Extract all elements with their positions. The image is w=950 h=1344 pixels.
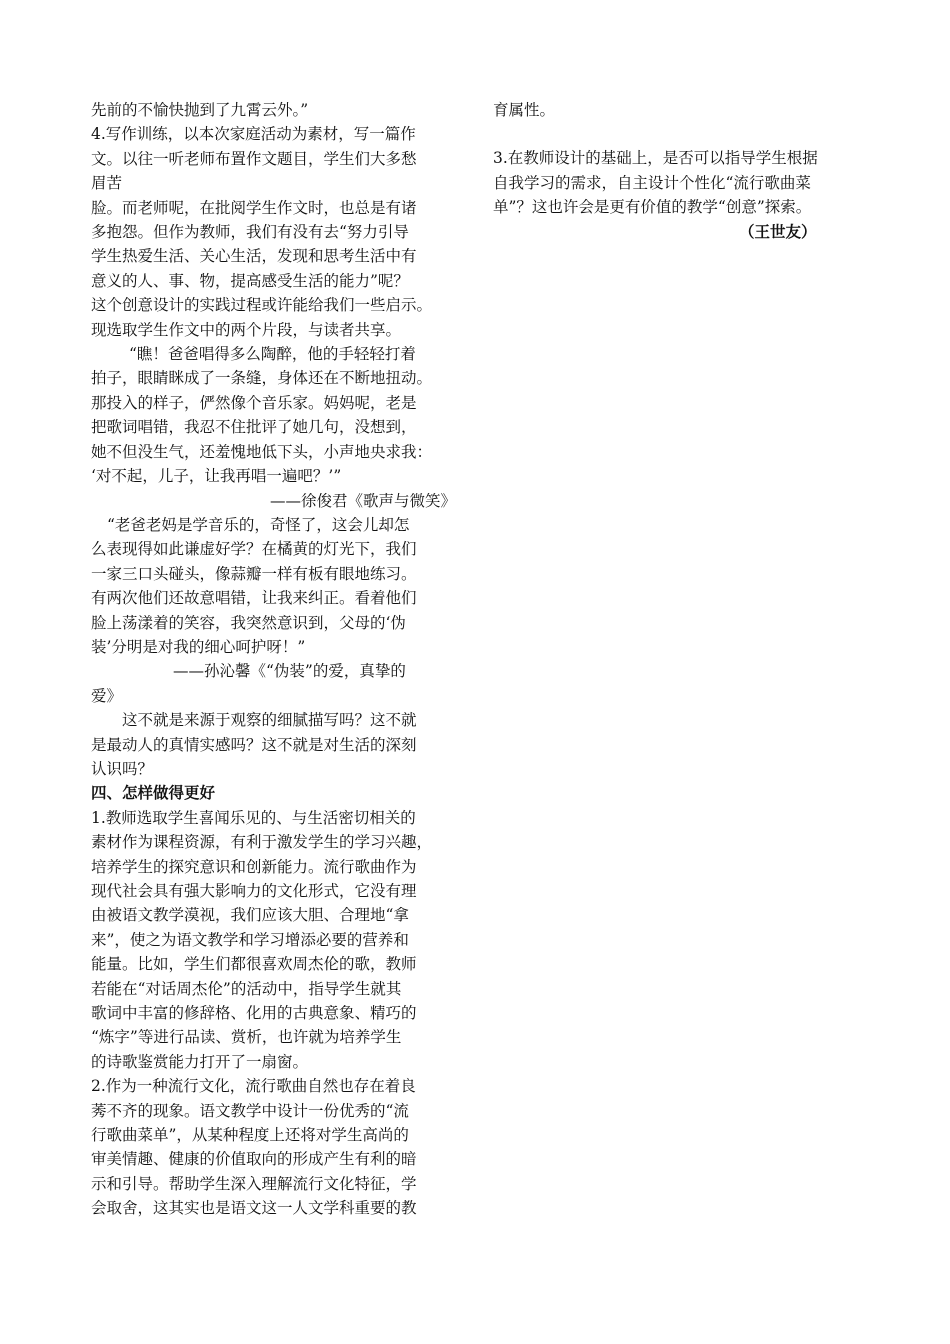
excerpt-line: 把歌词唱错，我忍不住批评了她几句，没想到， bbox=[91, 418, 417, 437]
point-line: “炼字”等进行品读、赏析，也许就为培养学生 bbox=[91, 1028, 402, 1047]
point-line: 会取舍，这其实也是语文这一人文学科重要的教 bbox=[91, 1199, 417, 1218]
paragraph-gap bbox=[493, 122, 858, 146]
point-line: 的诗歌鉴赏能力打开了一扇窗。 bbox=[91, 1052, 309, 1071]
excerpt-line: 拍子，眼睛眯成了一条缝，身体还在不断地扭动。 bbox=[91, 369, 433, 388]
point-line: 审美情趣、健康的价值取向的形成产生有利的暗 bbox=[91, 1150, 417, 1169]
point-line: 能量。比如，学生们都很喜欢周杰伦的歌，教师 bbox=[91, 955, 417, 974]
body-line: 眉苦 bbox=[91, 174, 123, 193]
body-line: 意义的人、事、物，提高感受生活的能力”呢？ bbox=[91, 271, 409, 290]
point-line: 歌词中丰富的修辞格、化用的古典意象、精巧的 bbox=[91, 1004, 417, 1023]
reflection-line: 这不就是来源于观察的细腻描写吗？这不就 bbox=[122, 711, 417, 730]
body-line: 多抱怨。但作为教师，我们有没有去“努力引导 bbox=[91, 223, 409, 242]
reflection-line: 是最动人的真情实感吗？这不就是对生活的深刻 bbox=[91, 735, 417, 754]
point-line: 2.作为一种流行文化，流行歌曲自然也存在着良 bbox=[91, 1077, 416, 1096]
excerpt-line: ‘对不起，儿子，让我再唱一遍吧？’” bbox=[91, 467, 342, 486]
body-line: 4.写作训练，以本次家庭活动为素材，写一篇作 bbox=[91, 125, 416, 144]
point-line: 莠不齐的现象。语文教学中设计一份优秀的“流 bbox=[91, 1101, 409, 1120]
excerpt-line: 那投入的样子，俨然像个音乐家。妈妈呢，老是 bbox=[91, 393, 417, 412]
excerpt-line: 么表现得如此谦虚好学？在橘黄的灯光下，我们 bbox=[91, 540, 417, 559]
body-line: 脸。而老师呢，在批阅学生作文时，也总是有诸 bbox=[91, 198, 417, 217]
excerpt-attribution: 爱》 bbox=[91, 686, 123, 705]
reflection-line: 认识吗？ bbox=[91, 759, 154, 778]
point-line: 由被语文教学漠视，我们应该大胆、合理地“拿 bbox=[91, 906, 409, 925]
body-line: 先前的不愉快抛到了九霄云外。” bbox=[91, 101, 309, 119]
excerpt-attribution: ——徐俊君《歌声与微笑》 bbox=[270, 491, 457, 510]
excerpt-line: 脸上荡漾着的笑容，我突然意识到，父母的‘伪 bbox=[91, 613, 406, 632]
body-line: 学生热爱生活、关心生活，发现和思考生活中有 bbox=[91, 247, 417, 266]
excerpt-line: “老爸老妈是学音乐的，奇怪了，这会儿却怎 bbox=[107, 515, 410, 534]
point-line: 素材作为课程资源，有利于激发学生的学习兴趣， bbox=[91, 833, 433, 852]
point-line: 示和引导。帮助学生深入理解流行文化特征，学 bbox=[91, 1174, 417, 1193]
point-line: 培养学生的探究意识和创新能力。流行歌曲作为 bbox=[91, 857, 417, 876]
body-line: 这个创意设计的实践过程或许能给我们一些启示。 bbox=[91, 296, 433, 315]
right-column bbox=[493, 98, 858, 244]
point-line: 单”？这也许会是更有价值的教学“创意”探索。 bbox=[493, 198, 812, 217]
section-heading: 四、怎样做得更好 bbox=[91, 783, 216, 803]
point-line: 若能在“对话周杰伦”的活动中，指导学生就其 bbox=[91, 979, 402, 998]
excerpt-line: 有两次他们还故意唱错，让我来纠正。看着他们 bbox=[91, 589, 417, 608]
author-name: （王世友） bbox=[739, 221, 817, 241]
point-line: 现代社会具有强大影响力的文化形式，它没有理 bbox=[91, 882, 417, 900]
point-line: 行歌曲菜单”，从某种程度上还将对学生高尚的 bbox=[91, 1126, 409, 1145]
point-line: 自我学习的需求，自主设计个性化“流行歌曲菜 bbox=[493, 173, 811, 192]
point-line: 3.在教师设计的基础上，是否可以指导学生根据 bbox=[493, 149, 818, 168]
left-column bbox=[91, 98, 456, 1221]
body-line: 现选取学生作文中的两个片段，与读者共享。 bbox=[91, 320, 402, 339]
excerpt-attribution: ——孙沁馨《“伪装”的爱，真挚的 bbox=[173, 662, 406, 681]
point-line: 来”，使之为语文教学和学习增添必要的营养和 bbox=[91, 930, 409, 949]
excerpt-line: “瞧！爸爸唱得多么陶醉，他的手轻轻打着 bbox=[129, 345, 416, 364]
excerpt-line: 一家三口头碰头，像蒜瓣一样有板有眼地练习。 bbox=[91, 564, 417, 583]
body-line: 育属性。 bbox=[493, 101, 556, 119]
excerpt-line: 装’分明是对我的细心呵护呀！” bbox=[91, 637, 306, 656]
point-line: 1.教师选取学生喜闻乐见的、与生活密切相关的 bbox=[91, 808, 416, 827]
body-line: 文。以往一听老师布置作文题目，学生们大多愁 bbox=[91, 149, 417, 168]
excerpt-line: 她不但没生气，还羞愧地低下头，小声地央求我： bbox=[91, 442, 433, 461]
